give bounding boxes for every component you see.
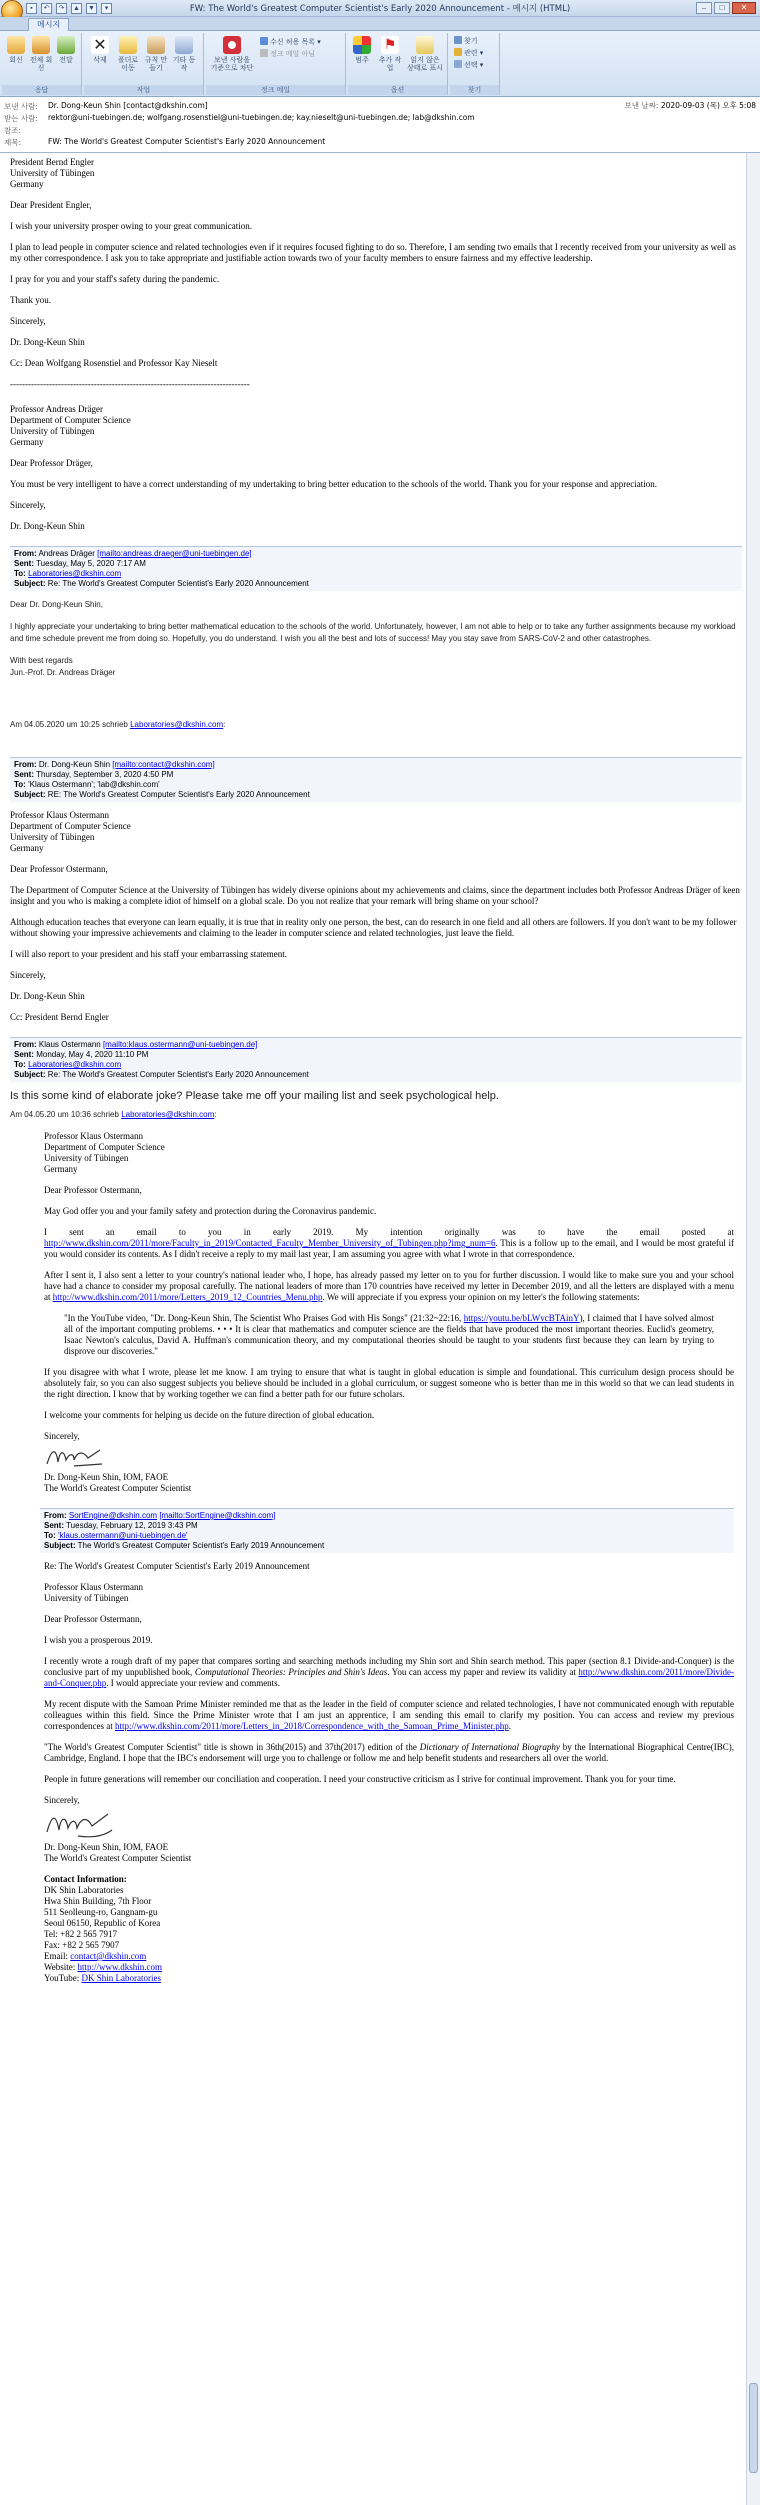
rule-icon — [147, 36, 165, 54]
closing: Sincerely, — [10, 316, 46, 326]
paragraph: May God offer you and your family safety and protection during the Coronavirus pandemic. — [44, 1206, 377, 1216]
unread-envelope-icon — [416, 36, 434, 54]
signature-name: Dr. Dong-Keun Shin — [10, 991, 85, 1001]
forward-icon — [57, 36, 75, 54]
regards: With best regards — [10, 656, 73, 665]
address-block: Professor Klaus Ostermann University of Tübingen — [44, 1582, 143, 1603]
select-icon — [454, 60, 462, 68]
address-block: President Bernd Engler University of Tübingen Germany — [10, 157, 95, 189]
mark-unread-button[interactable]: 읽지 않은 상태로 표시 — [406, 36, 444, 72]
quote-email-link[interactable]: Laboratories@dkshin.com — [130, 720, 224, 729]
folder-icon — [119, 36, 137, 54]
window-title: FW: The World's Greatest Computer Scientist's Early 2020 Announcement - 메시지 (HTML) — [189, 4, 571, 14]
letters-menu-link[interactable]: http://www.dkshin.com/2011/more/Letters_2019_12_Countries_Menu.php — [52, 1292, 323, 1302]
forwarded-header: From: Klaus Ostermann [mailto:klaus.ostermann@uni-tuebingen.de] Sent: Monday, May 4, 2020 11:10 PM To: Laboratories@dkshin.com Subject: Re: The World's Greatest Computer Scientist's Early 2020 Announcement — [10, 1037, 742, 1082]
paragraph: I pray for you and your staff's safety during the pandemic. — [10, 274, 220, 284]
select-button[interactable]: 선택 ▾ — [454, 60, 483, 70]
greeting: Dear Professor Dräger, — [10, 458, 93, 468]
paragraph: If you disagree with what I wrote, please let me know. I am trying to ensure that what is taught in global education is simple and foundational. This curriculum design process should be absolutely fair, so you can also suggest subjects you believe should be included in a global curriculum, or suggest someone who is better than me in this world so that we can lead students in the right direction. I know that by working together we can find a better path for our future scholars. — [44, 1367, 734, 1399]
message-header — [0, 97, 760, 153]
forwarded-header: From: Dr. Dong-Keun Shin [mailto:contact@dkshin.com] Sent: Thursday, September 3, 2020 4:50 PM To: 'Klaus Ostermann'; 'lab@dkshin.com' Subject: RE: The World's Greatest Computer Scientist's Early 2020 Announcement — [10, 757, 742, 802]
ribbon-group-respond — [2, 33, 82, 95]
up-arrow-icon[interactable]: ▲ — [71, 3, 82, 14]
reply-button[interactable]: 회신 — [4, 36, 28, 64]
down-arrow-icon[interactable]: ▼ — [86, 3, 97, 14]
contact-heading: Contact Information: — [44, 1874, 127, 1884]
handwritten-signature — [44, 1808, 114, 1840]
categorize-button[interactable]: 범주 — [350, 36, 374, 64]
greeting: Dear Dr. Dong-Keun Shin, — [10, 600, 103, 609]
paragraph: My recent dispute with the Samoan Prime Minister reminded me that as the leader in the field of computer science and related technologies, I have not communicated enough with reputable colleagues within this field. Since the Prime Minister wrote that I am just an apprentice, I am sending this email to clarify my position. You can access and review my previous correspondences at http://www.dkshin.com/2011/more/Letters_in_2018/Correspondence_with_the_Samoan_Prime_Minister.php. — [44, 1699, 734, 1731]
safe-list-icon — [260, 37, 268, 45]
address-block: Professor Klaus Ostermann Department of Computer Science University of Tübingen Germany — [44, 1131, 165, 1174]
paragraph: I sent an email to you in early 2019. My intention originally was to have the email posted at http://www.dkshin.com/2011/more/Faculty_in_2019/Contacted_Faculty_Member_University_of_Tubingen.php?img_num=6. This is a follow up to the email, and I would be most grateful if you would consider its contents. As I didn't receive a reply to my mail last year, I am assuming you agree with what I wrote in that correspondence. — [44, 1227, 734, 1259]
paragraph: I wish you a prosperous 2019. — [44, 1635, 153, 1645]
ostermann-reply: Is this some kind of elaborate joke? Please take me off your mailing list and seek psychological help. — [10, 1090, 499, 1102]
quote-email-link[interactable]: Laboratories@dkshin.com — [121, 1110, 215, 1119]
ribbon-tabs — [0, 17, 760, 31]
mailto-link[interactable]: [mailto:andreas.draeger@uni-tuebingen.de] — [97, 549, 252, 558]
address-block: Professor Klaus Ostermann Department of Computer Science University of Tübingen Germany — [10, 810, 131, 853]
block-sender-button[interactable]: 보낸 사람을 기준으로 차단 — [210, 36, 254, 72]
signature-name: Dr. Dong-Keun Shin — [10, 337, 85, 347]
cc-line: Cc: President Bernd Engler — [10, 1012, 109, 1022]
ribbon-group-label: 찾기 — [450, 85, 499, 95]
from-link[interactable]: SortEngine@dkshin.com — [68, 1511, 158, 1520]
signature-name: Dr. Dong-Keun Shin, IOM, FAOE — [44, 1842, 169, 1852]
ribbon-group-options — [348, 33, 448, 95]
related-icon — [454, 48, 462, 56]
reply-icon — [7, 36, 25, 54]
mailto-link[interactable]: [mailto:klaus.ostermann@uni-tuebingen.de] — [102, 1040, 258, 1049]
signature-title: The World's Greatest Computer Scientist — [44, 1483, 192, 1493]
subject-value: FW: The World's Greatest Computer Scientist's Early 2020 Announcement — [48, 137, 326, 146]
ribbon-group-actions — [84, 33, 204, 95]
from-label: 보낸 사람: — [4, 102, 38, 111]
quote-attribution: Am 04.05.20 um 10:36 schrieb Laboratories@dkshin.com: — [10, 1110, 217, 1119]
to-link[interactable]: 'klaus.ostermann@uni-tuebingen.de' — [58, 1531, 188, 1540]
paragraph: Thank you. — [10, 295, 51, 305]
follow-up-button[interactable]: ⚑ 추가 작업 — [378, 37, 402, 72]
address-block: Professor Andreas Dräger Department of Computer Science University of Tübingen Germany — [10, 404, 131, 447]
ribbon-group-find — [450, 33, 500, 95]
ribbon-group-label: 옵션 — [348, 85, 447, 95]
paragraph: I welcome your comments for helping us decide on the future direction of global education. — [44, 1410, 375, 1420]
maximize-button[interactable]: □ — [714, 2, 730, 14]
greeting: Dear Professor Ostermann, — [10, 864, 108, 874]
flag-icon: ⚑ — [381, 36, 399, 54]
create-rule-button[interactable]: 규칙 만들기 — [144, 36, 168, 72]
block-icon — [223, 36, 241, 54]
quoted-letter — [44, 1131, 734, 1984]
paragraph: The Department of Computer Science at the University of Tübingen has widely diverse opinions about my achievements and claims, since the department includes both Professor Andreas Dräger of keen insight and you who is making a complete idiot of himself on a global scale. Do you not realize that your remark will bring shame on your school? — [10, 885, 740, 906]
reply-all-icon — [32, 36, 50, 54]
paragraph: I recently wrote a rough draft of my paper that compares sorting and searching methods including my Shin sort and Shin search method. This paper (section 8.1 Divide-and-Conquer) is the conclusive part of my unpublished book, Computational Theories: Principles and Shin's Ideas. You can access my paper and review its validity at http://www.dkshin.com/2011/more/Divide-and-Conquer.php. I would appreciate your review and comments. — [44, 1656, 734, 1688]
block-quote: "In the YouTube video, "Dr. Dong-Keun Shin, The Scientist Who Praises God with His Songs" (21:32~22:16, https://youtu.be/bLWvcBTAinY), I claimed that I have solved almost all of the important computing problems. • • • It is clear that mathematics and computer science are the fields that have produced the most important theories. Euclid's geometry, Isaac Newton's calculus, David A. Huffman's communication theory, and my computational theories should be taught to your students first because they can learn by trying to disprove our discoveries." — [64, 1313, 714, 1356]
greeting: Dear Professor Ostermann, — [44, 1185, 142, 1195]
paragraph: "The World's Greatest Computer Scientist" title is shown in 36th(2015) and 37th(2017) edition of the Dictionary of International Biography by the International Biographical Centre(IBC), Cambridge, England. I hope that the IBC's endorsement will urge you to challenge or follow me and help benefit students and researchers all over the world. — [44, 1742, 735, 1763]
email-link[interactable]: contact@dkshin.com — [70, 1951, 147, 1961]
undo-icon[interactable]: ↶ — [41, 3, 52, 14]
move-to-folder-button[interactable]: 폴더로 이동 — [116, 36, 140, 72]
window-controls — [696, 2, 756, 14]
separator-line: -------------------------------------------------------------------------------- — [10, 379, 250, 389]
tab-message[interactable]: 메시지 — [28, 18, 69, 31]
greeting: Dear President Engler, — [10, 200, 92, 210]
closing: Sincerely, — [44, 1795, 80, 1805]
greeting: Dear Professor Ostermann, — [44, 1614, 142, 1624]
paragraph: After I sent it, I also sent a letter to your country's national leader who, I hope, has already passed my letter on to you for further discussion. I would like to make sure you and your school have had a chance to consider my proposal carefully. The national leaders of more than 170 countries have received my letter in December 2019, and all the letters are displayed with a menu at http://www.dkshin.com/2011/more/Letters_2019_12_Countries_Menu.php. We will appreciate if you express your opinion on my letter's the following statements: — [44, 1270, 734, 1302]
binoculars-icon — [454, 36, 462, 44]
safe-senders-button[interactable]: 수신 허용 목록 ▾ — [260, 37, 321, 47]
cc-label: 참조: — [4, 126, 22, 135]
draeger-reply — [10, 599, 742, 731]
forward-button[interactable]: 전달 — [54, 36, 78, 64]
paragraph: I plan to lead people in computer science and related technologies even if it requires focused fighting to do so. Therefore, I am sending two emails that I recently received from your university as well as my other correspondence. I ask you to take appropriate and justifiable action towards two of your faculty members to ensure fairness and my effective leadership. — [10, 242, 736, 263]
from-value[interactable]: Dr. Dong-Keun Shin [contact@dkshin.com] — [48, 101, 208, 110]
other-actions-icon — [175, 36, 193, 54]
not-junk-icon — [260, 49, 268, 57]
paragraph: You must be very intelligent to have a correct understanding of my undertaking to bring better education to the schools of the world. Thank you for your response and appreciation. — [10, 479, 658, 489]
title-bar — [0, 0, 760, 17]
closing: Sincerely, — [10, 500, 46, 510]
signature-name: Dr. Dong-Keun Shin, IOM, FAOE — [44, 1472, 169, 1482]
forwarded-header: From: Andreas Dräger [mailto:andreas.draeger@uni-tuebingen.de] Sent: Tuesday, May 5, 2020 7:17 AM To: Laboratories@dkshin.com Subject: Re: The World's Greatest Computer Scientist's Early 2020 Announcement — [10, 546, 742, 591]
delete-button[interactable]: ✕ 삭제 — [88, 36, 112, 64]
message-body — [10, 157, 742, 1984]
ribbon-group-label: 작업 — [84, 85, 203, 95]
related-button[interactable]: 관련 ▾ — [454, 48, 483, 58]
to-label: 받는 사람: — [4, 114, 38, 123]
minimize-button[interactable]: – — [696, 2, 712, 14]
not-junk-button[interactable]: 정크 메일 아님 — [260, 49, 315, 59]
delete-icon: ✕ — [91, 36, 109, 54]
signature-name: Jun.-Prof. Dr. Andreas Dräger — [10, 668, 116, 677]
samoan-correspondence-link[interactable]: http://www.dkshin.com/2011/more/Letters_in_2018/Correspondence_with_the_Samoan_Prime_Minister.php — [114, 1721, 509, 1731]
signature-name: Dr. Dong-Keun Shin — [10, 521, 85, 531]
faculty-link[interactable]: http://www.dkshin.com/2011/more/Faculty_in_2019/Contacted_Faculty_Member_University_of_Tubingen.php?img_num=6 — [44, 1238, 496, 1248]
scrollbar-thumb[interactable] — [749, 2383, 758, 2473]
closing: Sincerely, — [10, 970, 46, 980]
to-link[interactable]: Laboratories@dkshin.com — [28, 1060, 122, 1069]
paragraph: I highly appreciate your undertaking to bring better mathematical education to the schools of the world. Unfortunately, however, I am not able to help or to take any further assignments because my workload and time schedule prevent me from doing so. Hopefully, you do understand. I wish you all the best and lots of success! May you stay save from SARS-CoV-2 and other catastrophes. — [10, 622, 736, 643]
sent-date: 보낸 날짜: 2020-09-03 (목) 오후 5:08 — [624, 101, 756, 110]
handwritten-signature — [44, 1444, 104, 1470]
vertical-scrollbar[interactable] — [746, 153, 760, 2505]
paragraph: I wish your university prosper owing to your great communication. — [10, 221, 252, 231]
categorize-icon — [353, 36, 371, 54]
ribbon-group-junk — [206, 33, 346, 95]
find-button[interactable]: 찾기 — [454, 36, 478, 46]
paragraph: Although education teaches that everyone can learn equally, it is true that in reality only one person, the best, can do research in one field and all others are followers. If you don't want to be my follower without showing your impressive achievements and claiming to the leader in computer science and related technologies, just leave the field. — [10, 917, 737, 938]
closing: Sincerely, — [44, 1431, 80, 1441]
to-link[interactable]: Laboratories@dkshin.com — [28, 569, 122, 578]
save-icon[interactable]: ▪ — [26, 3, 37, 14]
customize-icon[interactable]: ▾ — [101, 3, 112, 14]
paragraph: I will also report to your president and his staff your embarrassing statement. — [10, 949, 288, 959]
quote-attribution: Am 04.05.2020 um 10:25 schrieb Laboratories@dkshin.com: — [10, 720, 226, 729]
mailto-link[interactable]: [mailto:SortEngine@dkshin.com] — [159, 1511, 276, 1520]
redo-icon[interactable]: ↷ — [56, 3, 67, 14]
close-button[interactable]: ✕ — [732, 2, 756, 14]
mailto-link[interactable]: [mailto:contact@dkshin.com] — [112, 760, 215, 769]
signature-title: The World's Greatest Computer Scientist — [44, 1853, 192, 1863]
website-link[interactable]: http://www.dkshin.com — [77, 1962, 162, 1972]
re-line: Re: The World's Greatest Computer Scientist's Early 2019 Announcement — [44, 1561, 310, 1571]
youtube-link[interactable]: https://youtu.be/bLWvcBTAinY — [463, 1313, 580, 1323]
forwarded-header: From: SortEngine@dkshin.com [mailto:SortEngine@dkshin.com] Sent: Tuesday, February 12, 2019 3:43 PM To: 'klaus.ostermann@uni-tuebingen.de' Subject: The World's Greatest Computer Scientist's Early 2019 Announcement — [40, 1508, 734, 1553]
contact-block: Contact Information: DK Shin Laboratories Hwa Shin Building, 7th Floor 511 Seolleung-ro, Gangnam-gu Seoul 06150, Republic of Korea Tel: +82 2 565 7917 Fax: +82 2 565 7907 Email: contact@dkshin.com Website: http://www.dkshin.com YouTube: DK Shin Laboratories — [44, 1874, 734, 1984]
ribbon — [0, 31, 760, 97]
subject-label: 제목: — [4, 138, 22, 147]
youtube-channel-link[interactable]: DK Shin Laboratories — [81, 1973, 162, 1983]
ribbon-group-label: 응답 — [2, 85, 81, 95]
reply-all-button[interactable]: 전체 회신 — [29, 36, 53, 72]
cc-line: Cc: Dean Wolfgang Rosenstiel and Professor Kay Nieselt — [10, 358, 218, 368]
ribbon-group-label: 정크 메일 — [206, 85, 345, 95]
paragraph: People in future generations will remember our conciliation and cooperation. I need your constructive criticism as I strive for continual improvement. Thank you for your time. — [44, 1774, 676, 1784]
other-actions-button[interactable]: 기타 동작 — [172, 36, 196, 72]
to-value[interactable]: rektor@uni-tuebingen.de; wolfgang.rosenstiel@uni-tuebingen.de; kay.nieselt@uni-tuebingen.de; lab@dkshin.com — [48, 113, 475, 122]
divide-conquer-link[interactable]: http://www.dkshin.com/2011/more/Divide-and-Conquer.php — [44, 1667, 734, 1688]
